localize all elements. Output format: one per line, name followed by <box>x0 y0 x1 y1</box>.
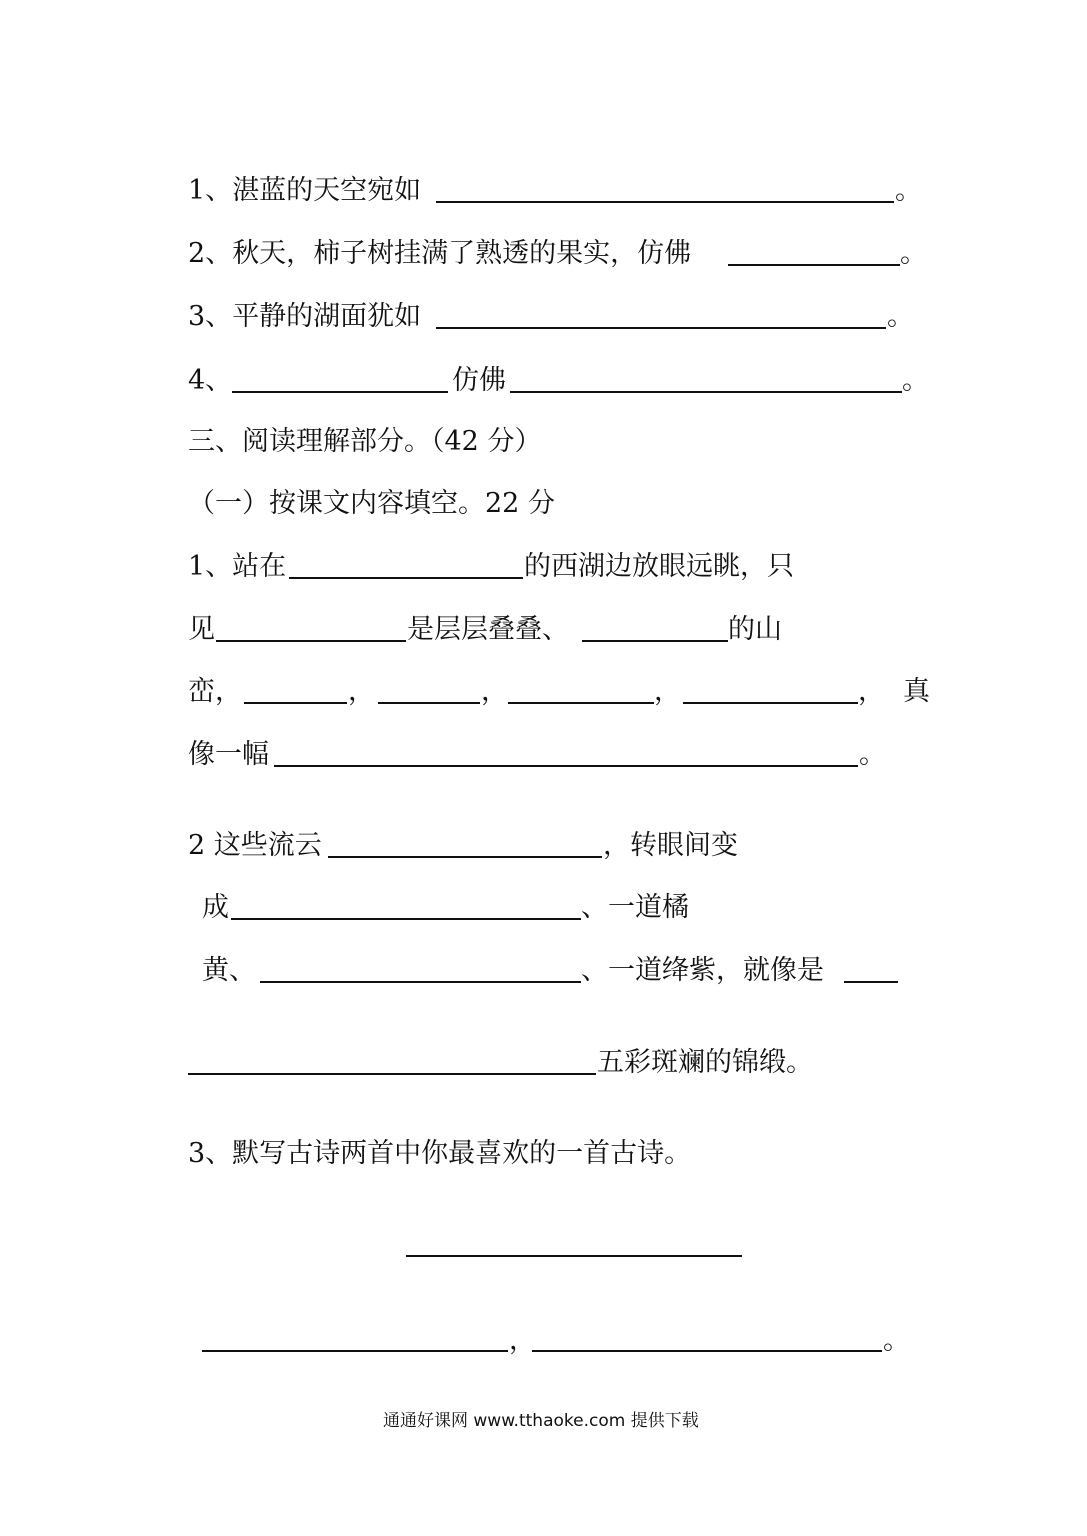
q2-blank-4[interactable] <box>844 981 898 983</box>
simile-2-end: 。 <box>900 238 927 269</box>
footer-text: 通通好课网 www.tthaoke.com 提供下载 <box>383 1411 699 1431</box>
q1-blank-1[interactable] <box>289 577 523 579</box>
q1-line3-end: 真 <box>903 676 930 707</box>
q2-blank-3[interactable] <box>260 981 581 983</box>
q1-blank-4[interactable] <box>244 702 347 704</box>
q3-prompt: 3、默写古诗两首中你最喜欢的一首古诗。 <box>188 1138 692 1169</box>
q2-blank-5[interactable] <box>188 1073 596 1075</box>
simile-4-blank-1[interactable] <box>232 391 448 393</box>
q2-line3-start: 黄、 <box>202 955 256 986</box>
poem-line-blank-1[interactable] <box>202 1350 508 1352</box>
q1-line2-start: 见 <box>188 614 215 645</box>
simile-3-end: 。 <box>887 301 914 332</box>
q1-line2-mid: 是层层叠叠、 <box>407 614 569 645</box>
q1-prefix: 1、站在 <box>188 551 287 582</box>
q1-comma-1: ， <box>348 676 375 707</box>
q1-blank-5[interactable] <box>378 702 480 704</box>
q1-line3-start: 峦， <box>188 676 242 707</box>
q1-blank-6[interactable] <box>508 702 654 704</box>
simile-4-num: 4、 <box>188 365 233 396</box>
q2-line2-end: 、一道橘 <box>581 892 689 923</box>
section-3-title: 三、阅读理解部分。（42 分） <box>188 426 542 457</box>
q1-blank-7[interactable] <box>683 702 858 704</box>
q1-comma-2: ， <box>481 676 508 707</box>
q2-line3-mid: 、一道绛紫，就像是 <box>581 955 824 986</box>
q2-blank-2[interactable] <box>231 918 581 920</box>
simile-4-blank-2[interactable] <box>510 391 902 393</box>
simile-1-end: 。 <box>895 175 922 206</box>
poem-end: 。 <box>883 1325 910 1356</box>
simile-1-blank[interactable] <box>436 201 894 203</box>
poem-line-blank-2[interactable] <box>532 1350 882 1352</box>
q1-blank-2[interactable] <box>216 640 406 642</box>
q1-after-blank: 的西湖边放眼远眺，只 <box>524 551 794 582</box>
q1-comma-3: ， <box>654 676 681 707</box>
simile-4-mid: 仿佛 <box>452 365 506 396</box>
poem-comma: ， <box>509 1325 536 1356</box>
simile-2-blank[interactable] <box>728 264 900 266</box>
q1-line4-start: 像一幅 <box>188 739 269 770</box>
q2-line4-end: 五彩斑斓的锦缎。 <box>597 1047 813 1078</box>
part-1-title: （一）按课文内容填空。22 分 <box>188 488 555 519</box>
q2-prefix: 2 这些流云 <box>188 830 322 861</box>
q2-after-blank: ，转眼间变 <box>603 830 738 861</box>
q1-line2-end: 的山 <box>728 614 782 645</box>
simile-3-text: 3、平静的湖面犹如 <box>188 301 422 332</box>
q1-blank-3[interactable] <box>582 640 728 642</box>
q1-comma-4: ， <box>858 676 885 707</box>
simile-2-text: 2、秋天，柿子树挂满了熟透的果实，仿佛 <box>188 238 692 269</box>
simile-1-text: 1、湛蓝的天空宛如 <box>188 175 422 206</box>
q2-blank-1[interactable] <box>328 856 602 858</box>
q2-line2-start: 成 <box>202 892 229 923</box>
simile-4-end: 。 <box>902 365 929 396</box>
simile-3-blank[interactable] <box>436 327 886 329</box>
q1-blank-8[interactable] <box>274 765 858 767</box>
q1-end: 。 <box>859 739 886 770</box>
poem-title-blank[interactable] <box>406 1255 742 1257</box>
